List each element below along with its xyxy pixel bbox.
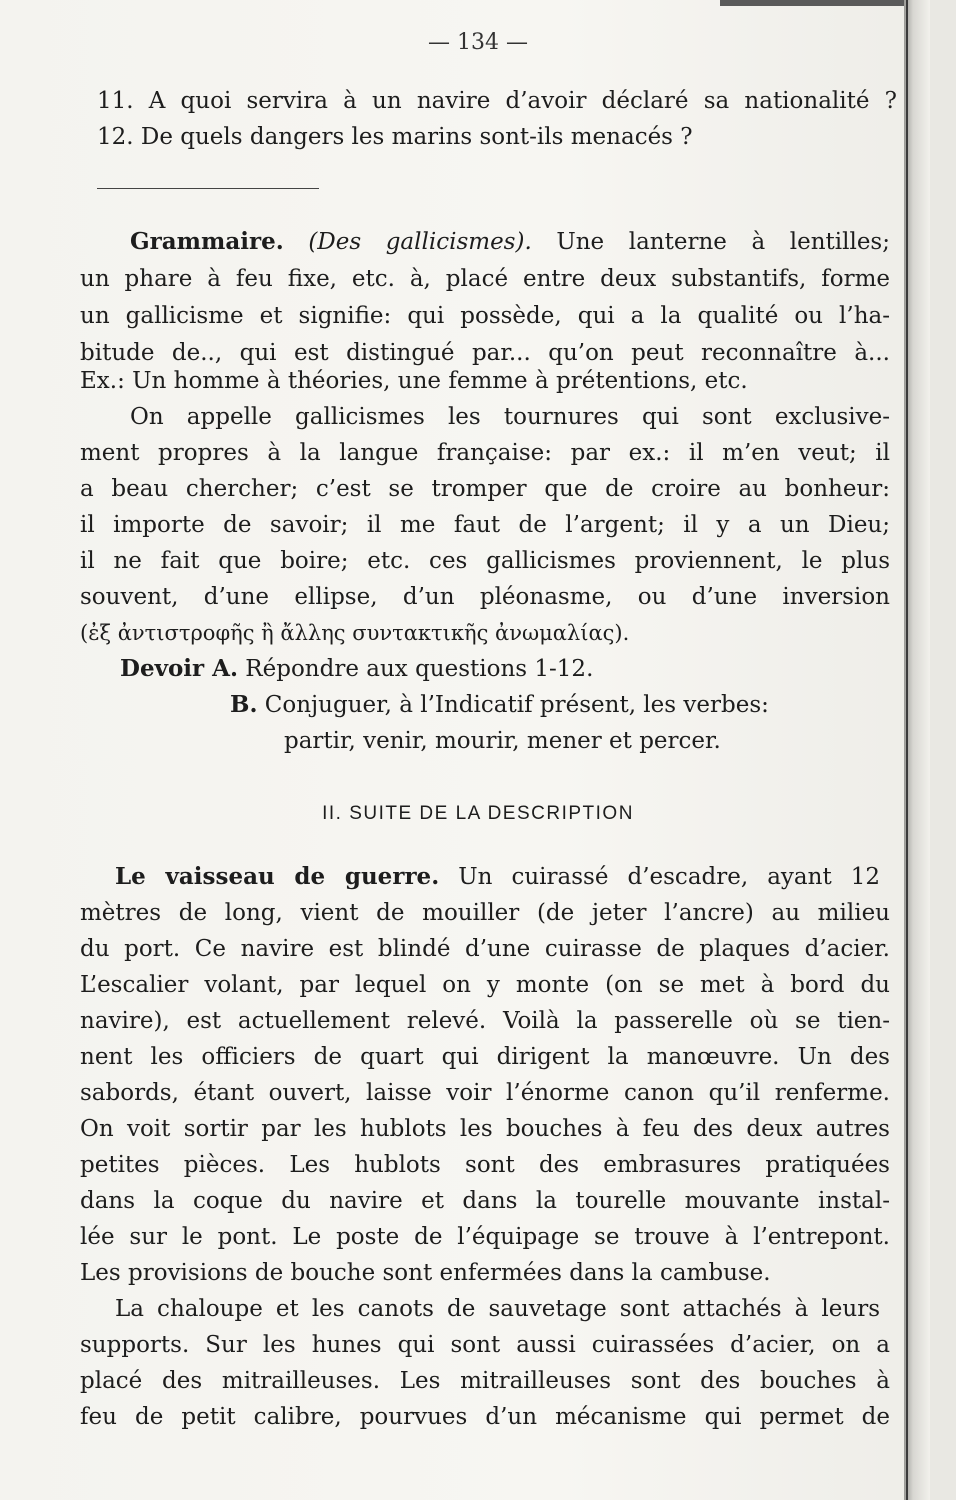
grammar-line-3: un gallicisme et signifie: qui possède, qui a la qualité ou l’ha- [80,303,890,329]
grammar-line-11: souvent, d’une ellipse, d’un pléonasme, ou d’une inversion [80,584,890,610]
question-12: 12. De quels dangers les marins sont-ils menacés ? [97,124,693,150]
devoir-b [230,688,930,722]
vaisseau-line-14: supports. Sur les hunes qui sont aussi cuirassées d’acier, on a [80,1332,890,1358]
divider-rule [97,188,319,189]
devoir-b-label: B. [230,691,258,718]
devoir-a-text: Répondre aux questions 1-12. [238,656,594,682]
vaisseau-line-5: navire), est actuellement relevé. Voilà la passerelle où se tien- [80,1008,890,1034]
vaisseau-line-12: Les provisions de bouche sont enfermées dans la cambuse. [80,1260,771,1286]
grammar-line-12: (ἐξ ἀντιστροφῆς ἢ ἄλλης συντακτικῆς ἀνωμαλίας). [80,621,630,645]
devoir-b-text: Conjuguer, à l’Indicatif présent, les verbes: [257,692,769,718]
vaisseau-line-1 [115,860,880,894]
devoir-b-verbs: partir, venir, mourir, mener et percer. [284,728,721,754]
page-number: — 134 — [428,30,528,55]
vaisseau-line-8: On voit sortir par les hublots les bouches à feu des deux autres [80,1116,890,1142]
grammar-line-6: On appelle gallicismes les tournures qui sont exclusive- [130,404,890,430]
devoir-a [120,652,930,686]
vaisseau-line-10: dans la coque du navire et dans la tourelle mouvante instal- [80,1188,890,1214]
vaisseau-title: Le vaisseau de guerre. [115,863,440,890]
vaisseau-line-15: placé des mitrailleuses. Les mitrailleuses sont des bouches à [80,1368,890,1394]
grammar-line-10: il ne fait que boire; etc. ces gallicismes proviennent, le plus [80,548,890,574]
vaisseau-line-1-text: Un cuirassé d’escadre, ayant 12 [439,864,880,890]
grammar-topic: (Des gallicismes). [308,229,532,255]
grammar-example: Une lanterne à lentilles; [531,229,890,255]
grammar-line-8: a beau chercher; c’est se tromper que de croire au bonheur: [80,476,890,502]
vaisseau-line-6: nent les officiers de quart qui dirigent la manœuvre. Un des [80,1044,890,1070]
vaisseau-line-16: feu de petit calibre, pourvues d’un mécanisme qui permet de [80,1404,890,1430]
grammar-line-7: ment propres à la langue française: par ex.: il m’en veut; il [80,440,890,466]
vaisseau-line-9: petites pièces. Les hublots sont des embrasures pratiquées [80,1152,890,1178]
vaisseau-line-2: mètres de long, vient de mouiller (de jeter l’ancre) au milieu [80,900,890,926]
grammar-label: Grammaire. [130,228,284,255]
vaisseau-line-7: sabords, étant ouvert, laisse voir l’énorme canon qu’il renferme. [80,1080,890,1106]
vaisseau-line-11: lée sur le pont. Le poste de l’équipage se trouve à l’entrepont. [80,1224,890,1250]
top-border [720,0,930,6]
vaisseau-line-4: L’escalier volant, par lequel on y monte (on se met à bord du [80,972,890,998]
vaisseau-line-3: du port. Ce navire est blindé d’une cuirasse de plaques d’acier. [80,936,890,962]
grammar-line-9: il importe de savoir; il me faut de l’argent; il y a un Dieu; [80,512,890,538]
vaisseau-line-13: La chaloupe et les canots de sauvetage sont attachés à leurs [115,1296,880,1322]
grammar-line-1 [130,225,890,259]
devoir-a-label: Devoir A. [120,655,238,682]
grammar-line-2: un phare à feu fixe, etc. à, placé entre deux substantifs, forme [80,266,890,292]
question-11: 11. A quoi servira à un navire d’avoir déclaré sa nationalité ? [97,88,897,114]
grammar-line-4: bitude de.., qui est distingué par... qu’on peut reconnaître à... [80,340,890,366]
grammar-line-5: Ex.: Un homme à théories, une femme à prétentions, etc. [80,368,748,394]
section-heading: II. SUITE DE LA DESCRIPTION [322,803,634,824]
